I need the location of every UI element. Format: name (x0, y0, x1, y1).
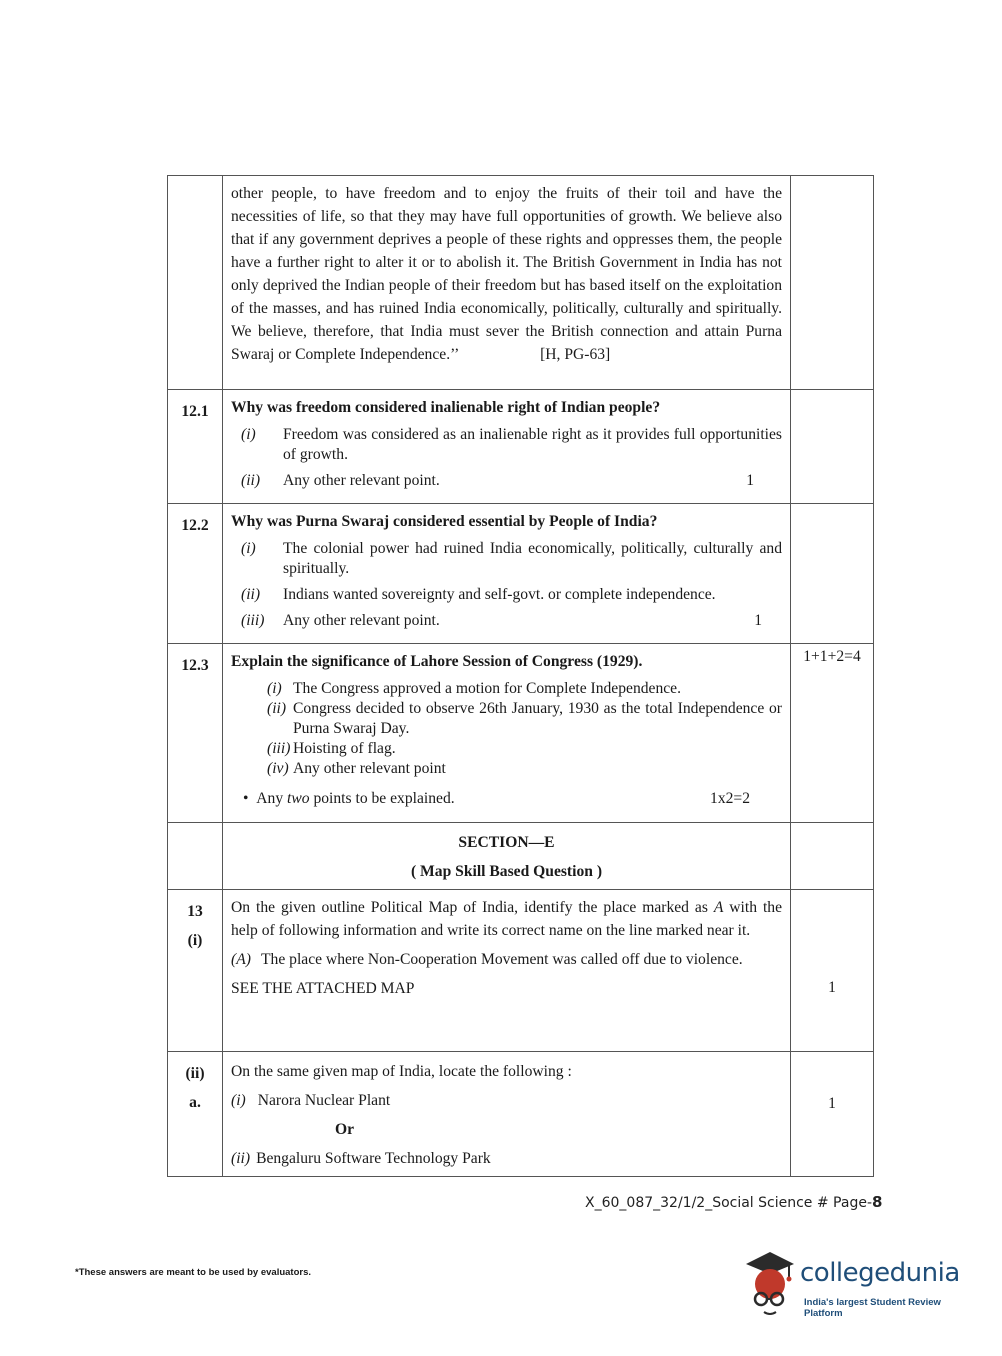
question-number-cell (168, 823, 223, 890)
answer-cell (223, 504, 791, 644)
answer-cell (223, 390, 791, 504)
answer-point: (A) The place where Non-Cooperation Movement was called off due to violence. (231, 951, 743, 968)
table-row (168, 823, 874, 890)
passage-cell (223, 176, 791, 390)
answer-point: (ii) Any other relevant point. 1 (241, 471, 782, 491)
question-text: Explain the significance of Lahore Session of Congress (1929). (231, 653, 643, 670)
question-number: 12.1 (168, 390, 223, 504)
evaluator-disclaimer: *These answers are meant to be used by evaluators. (75, 1267, 312, 1278)
question-text: On the given outline Political Map of India, identify the place marked as A with the help of following information and write its correct name on the line marked near it. (231, 899, 782, 939)
table-row (168, 1052, 874, 1177)
marks-total: 1 (791, 890, 874, 1052)
answer-points-list: (i) The Congress approved a motion for Complete Independence. (ii) Congress decided to observe 26th January, 1930 as the total Independence or Purna Swaraj Day. (iii) Hoisting of flag. (iv) Any other relevant point (267, 680, 782, 777)
page-footer-reference: X_60_087_32/1/2_Social Science # Page-8 (585, 1193, 883, 1211)
table-row (168, 504, 874, 644)
table-row (168, 890, 874, 1052)
marks-total: 1+1+2=4 (791, 644, 874, 823)
map-note: SEE THE ATTACHED MAP (231, 980, 415, 997)
bullet-icon: • (243, 790, 257, 807)
marks-cell (791, 504, 874, 644)
point-mark: 1 (746, 472, 754, 489)
point-mark: 1 (754, 612, 762, 629)
or-text: Or (335, 1121, 355, 1138)
logo-tagline: India's largest Student Review Platform (804, 1297, 941, 1319)
answer-point: (i) The colonial power had ruined India economically, politically, culturally and spiritually. (241, 540, 782, 577)
question-number: 13 (i) (168, 890, 223, 1052)
answer-cell (223, 644, 791, 823)
answer-point: (ii) Indians wanted sovereignty and self-govt. or complete independence. (241, 586, 716, 603)
question-text: Why was freedom considered inalienable right of Indian people? (231, 399, 661, 416)
marks-cell (791, 176, 874, 390)
answer-point: (i) Narora Nuclear Plant (231, 1092, 391, 1109)
answer-table (167, 175, 874, 1177)
question-number-cell (168, 176, 223, 390)
passage-text: other people, to have freedom and to enjoy the fruits of their toil and have the necessities of life, so that they may have full opportunities of growth. We believe also that if any government deprives a people of these rights and oppresses them, the people have a further right to alter it or to abolish it. The British Government in India has not only deprived the Indian people of their freedom but has based itself on the exploitation of the masses, and has ruined India economically, politically, culturally and spiritually. We believe, therefore, that India must sever the British connection and attain Purna Swaraj or Complete Independence.’’ (231, 185, 782, 363)
point-mark: 1x2=2 (710, 790, 750, 807)
answer-point: (iii) Any other relevant point. 1 (241, 611, 782, 631)
table-row (168, 390, 874, 504)
answer-cell (223, 1052, 791, 1177)
question-number: 12.2 (168, 504, 223, 644)
table-row (168, 644, 874, 823)
question-text: Why was Purna Swaraj considered essential by People of India? (231, 513, 658, 530)
mascot-icon (742, 1248, 804, 1318)
section-cell (223, 823, 791, 890)
section-subtitle: ( Map Skill Based Question ) (410, 863, 603, 880)
marks-cell (791, 390, 874, 504)
table-row (168, 176, 874, 390)
answer-cell (223, 890, 791, 1052)
question-text: On the same given map of India, locate the following : (231, 1063, 572, 1080)
marking-note: • Any two points to be explained. 1x2=2 (243, 787, 782, 810)
passage-reference: [H, PG-63] (540, 346, 611, 363)
collegedunia-logo (742, 1248, 972, 1318)
page-number: 8 (872, 1193, 883, 1211)
answer-point: (ii) Bengaluru Software Technology Park (231, 1150, 491, 1167)
marks-cell (791, 823, 874, 890)
marks-total: 1 (791, 1052, 874, 1177)
question-number: (ii) a. (168, 1052, 223, 1177)
logo-wordmark: collegedunia (800, 1258, 960, 1288)
answer-point: (i) Freedom was considered as an inalienable right as it provides full opportunities of growth. (241, 426, 782, 463)
section-title: SECTION—E (458, 834, 555, 851)
question-number: 12.3 (168, 644, 223, 823)
